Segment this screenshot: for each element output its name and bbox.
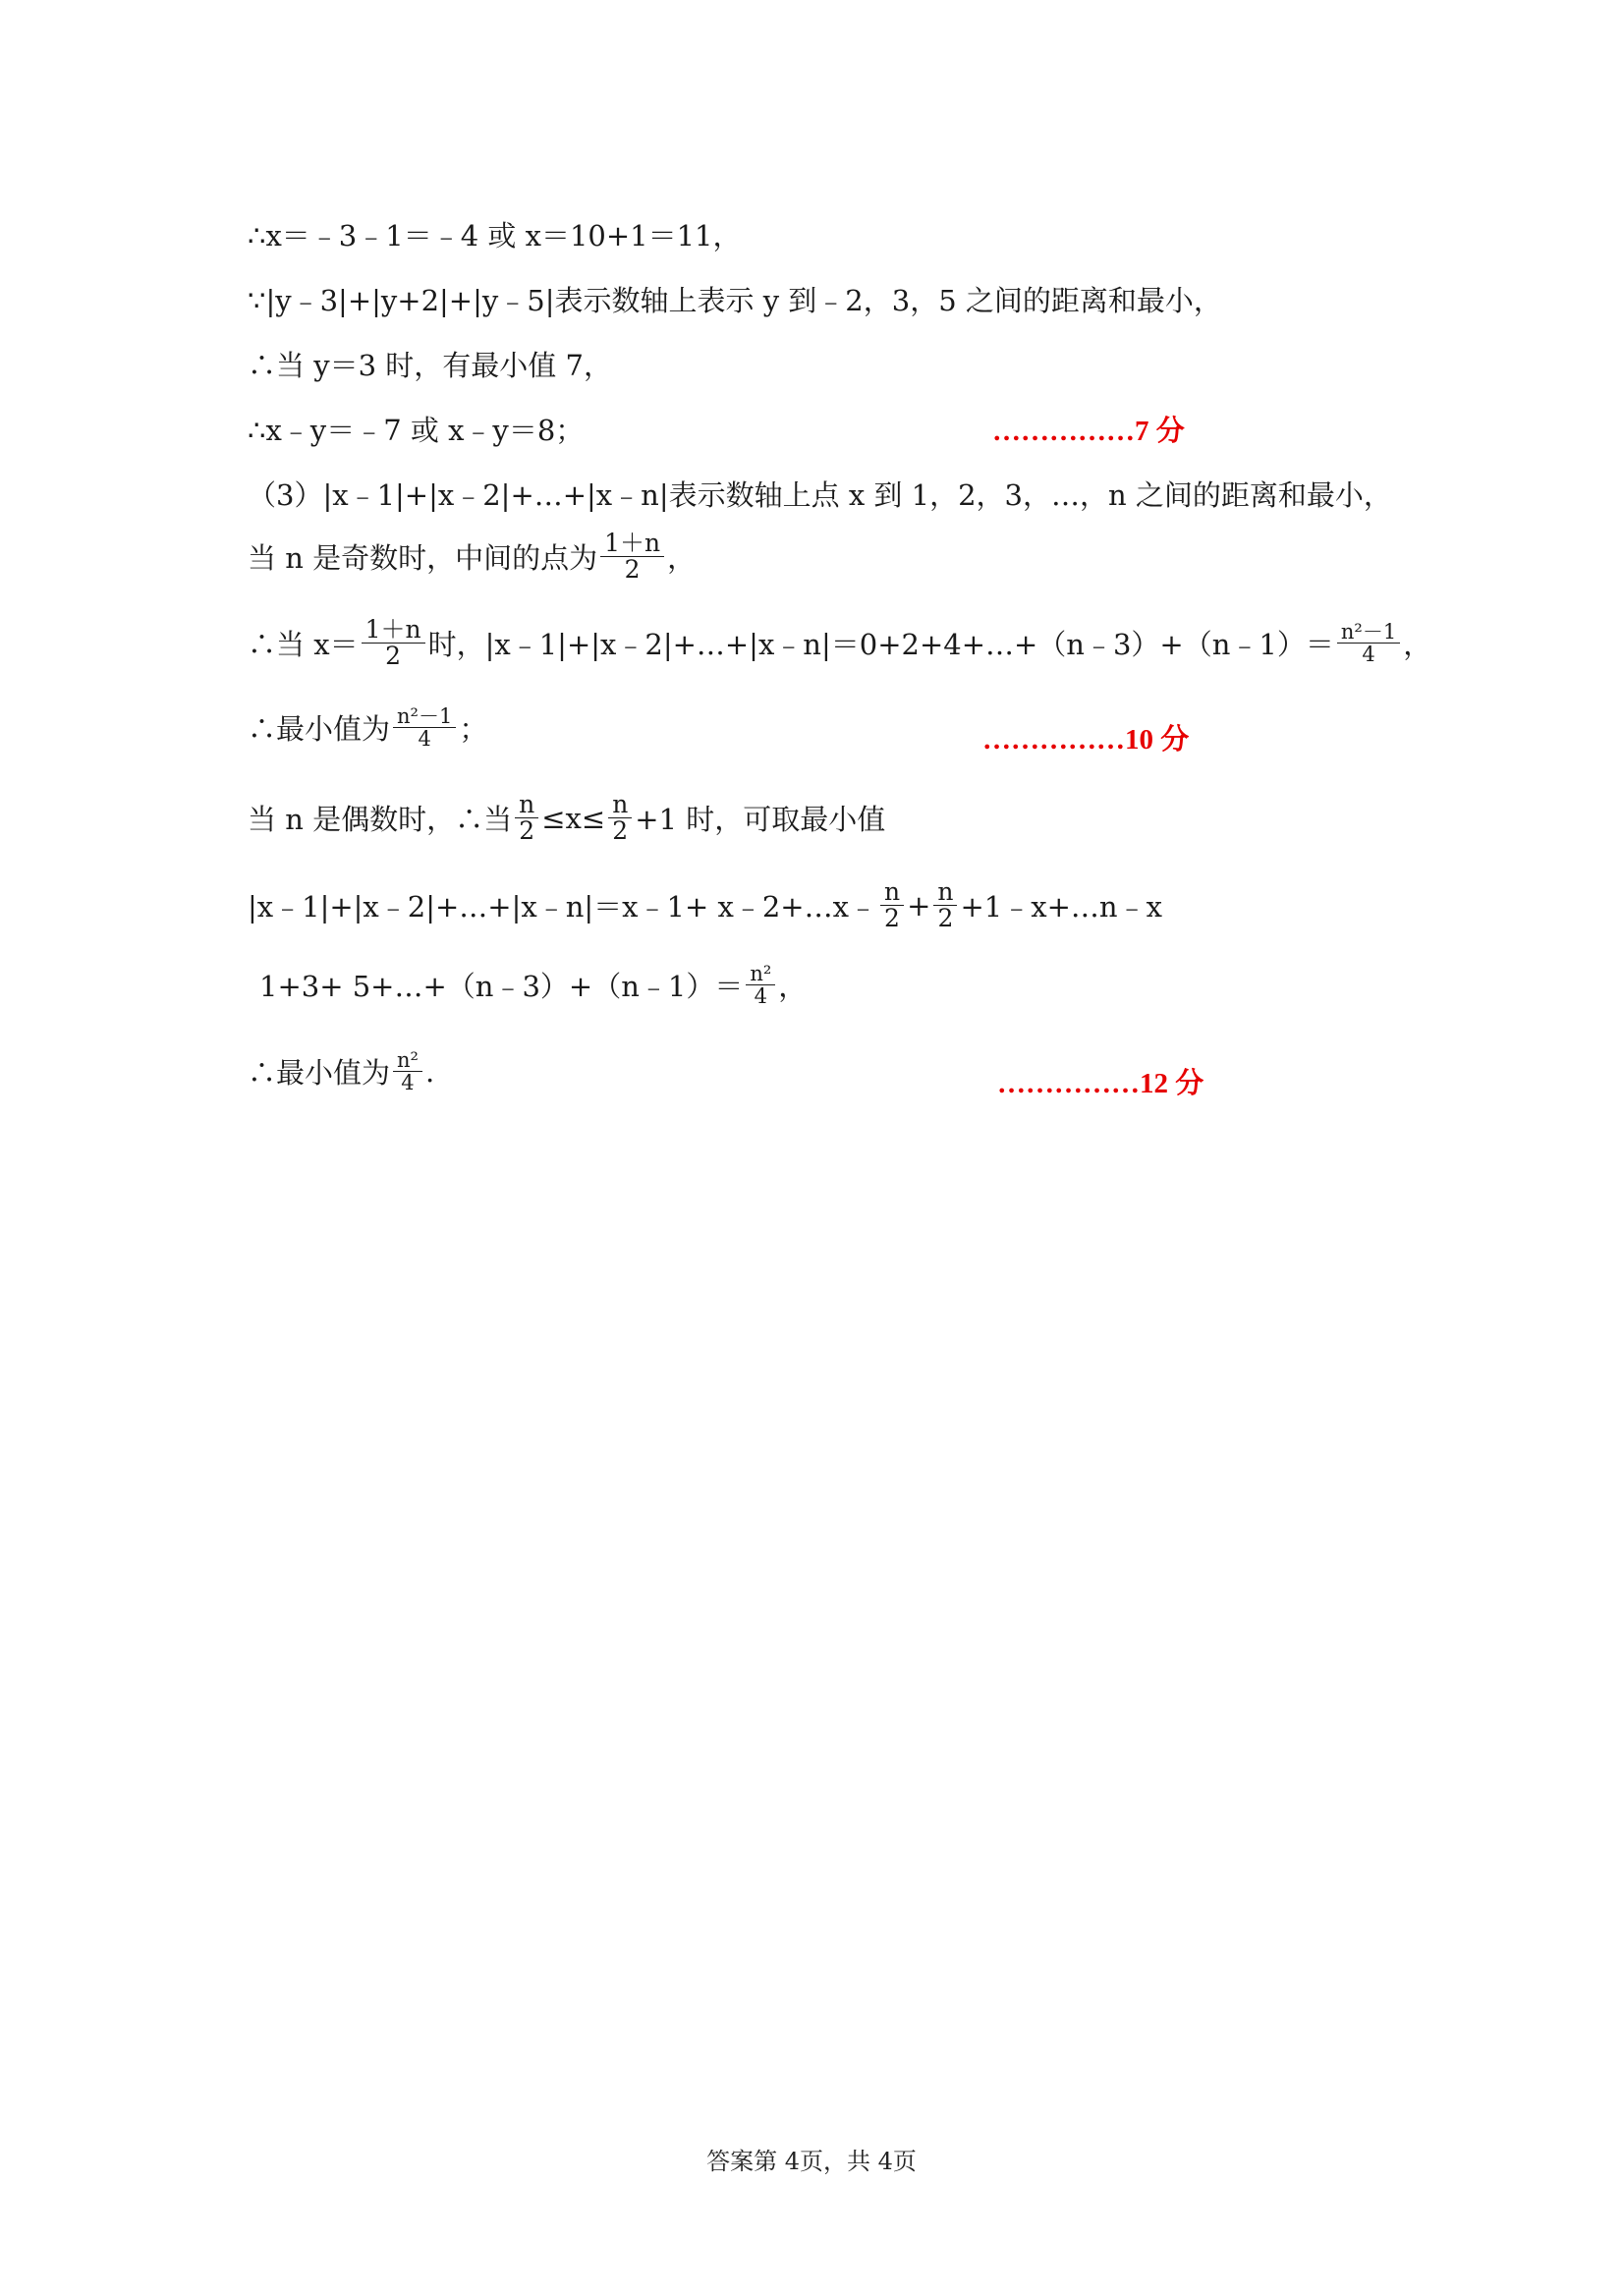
text: 当 n 是偶数时，∴当 — [248, 803, 513, 837]
text: +1 时，可取最小值 — [635, 803, 886, 837]
text: ∴最小值为 — [248, 1056, 391, 1091]
line-8 — [248, 705, 1427, 750]
denominator: 2 — [884, 904, 900, 933]
denominator: 4 — [754, 984, 767, 1009]
numerator: n — [515, 792, 538, 818]
text: ∴x﹣y＝﹣7 或 x﹣y＝8； — [248, 414, 585, 447]
line-10 — [248, 879, 1427, 932]
text: +1﹣x+…n﹣x — [960, 890, 1162, 924]
fraction-n-over-2 — [515, 792, 538, 845]
line-2 — [248, 279, 1427, 319]
text: ∴当 x＝ — [248, 628, 359, 662]
text: ， — [1403, 628, 1432, 662]
numerator: n²－1 — [1337, 621, 1400, 644]
line-5 — [248, 474, 1427, 514]
numerator: n — [608, 792, 632, 818]
numerator: n — [880, 879, 904, 906]
denominator: 2 — [519, 816, 535, 846]
numerator: n²－1 — [393, 705, 456, 728]
text: 当 n 是奇数时，中间的点为 — [248, 541, 598, 576]
fraction-n-over-2 — [933, 879, 957, 932]
numerator: n — [933, 879, 957, 906]
score-7: ……………7 分 — [992, 416, 1185, 447]
line-12 — [248, 1049, 1427, 1093]
text: ， — [667, 541, 697, 576]
line-11 — [259, 963, 1427, 1007]
line-7 — [248, 615, 1432, 671]
fraction-n-over-2 — [608, 792, 632, 845]
text: ∴x＝﹣3﹣1＝﹣4 或 x＝10+1＝11， — [248, 219, 742, 252]
text: + — [907, 888, 931, 923]
line-4 — [248, 409, 1427, 449]
fraction-n2-minus-1 — [393, 705, 456, 750]
line-3 — [248, 344, 1427, 384]
denominator: 4 — [418, 727, 431, 752]
denominator: 2 — [612, 816, 629, 846]
numerator: n² — [393, 1049, 422, 1072]
page-footer: 答案第 4页，共 4页 — [706, 2148, 917, 2175]
text: ≤x≤ — [541, 801, 606, 835]
line-9 — [248, 792, 1427, 845]
text: 时，|x﹣1|+|x﹣2|+…+|x﹣n|＝0+2+4+…+（n﹣3）+（n﹣1）＝ — [427, 628, 1334, 662]
score-10: ……………10 分 — [982, 724, 1190, 756]
fraction-n-over-2 — [880, 879, 904, 932]
text: . — [424, 1054, 435, 1089]
text: ； — [459, 712, 488, 747]
text: 1+3+ 5+…+（n﹣3）+（n﹣1）＝ — [259, 970, 744, 1004]
denominator: 2 — [385, 642, 402, 671]
denominator: 2 — [937, 904, 954, 933]
denominator: 4 — [401, 1071, 415, 1095]
fraction-n2-over-4 — [746, 963, 775, 1007]
text: ∵|y﹣3|+|y+2|+|y﹣5|表示数轴上表示 y 到﹣2，3，5 之间的距离和最小， — [248, 284, 1222, 317]
fraction-one-plus-n — [600, 531, 664, 584]
text: ， — [778, 970, 808, 1004]
line-6 — [248, 531, 1427, 584]
line-1 — [248, 214, 1427, 254]
text: （3）|x﹣1|+|x﹣2|+…+|x﹣n|表示数轴上点 x 到 1，2，3，…，n 之间的距离和最小， — [248, 478, 1392, 512]
text: ∴当 y＝3 时，有最小值 7， — [248, 349, 612, 382]
numerator: n² — [746, 963, 775, 985]
fraction-n2-minus-1 — [1337, 621, 1400, 665]
denominator: 4 — [1362, 643, 1375, 667]
fraction-one-plus-n — [362, 617, 425, 670]
numerator: 1＋n — [362, 617, 425, 644]
text: ∴最小值为 — [248, 712, 391, 747]
text: |x﹣1|+|x﹣2|+…+|x﹣n|＝x﹣1+ x﹣2+…x﹣ — [248, 890, 877, 924]
score-12: ……………12 分 — [997, 1068, 1204, 1099]
numerator: 1＋n — [600, 531, 664, 557]
fraction-n2-over-4 — [393, 1049, 422, 1093]
denominator: 2 — [624, 555, 641, 585]
